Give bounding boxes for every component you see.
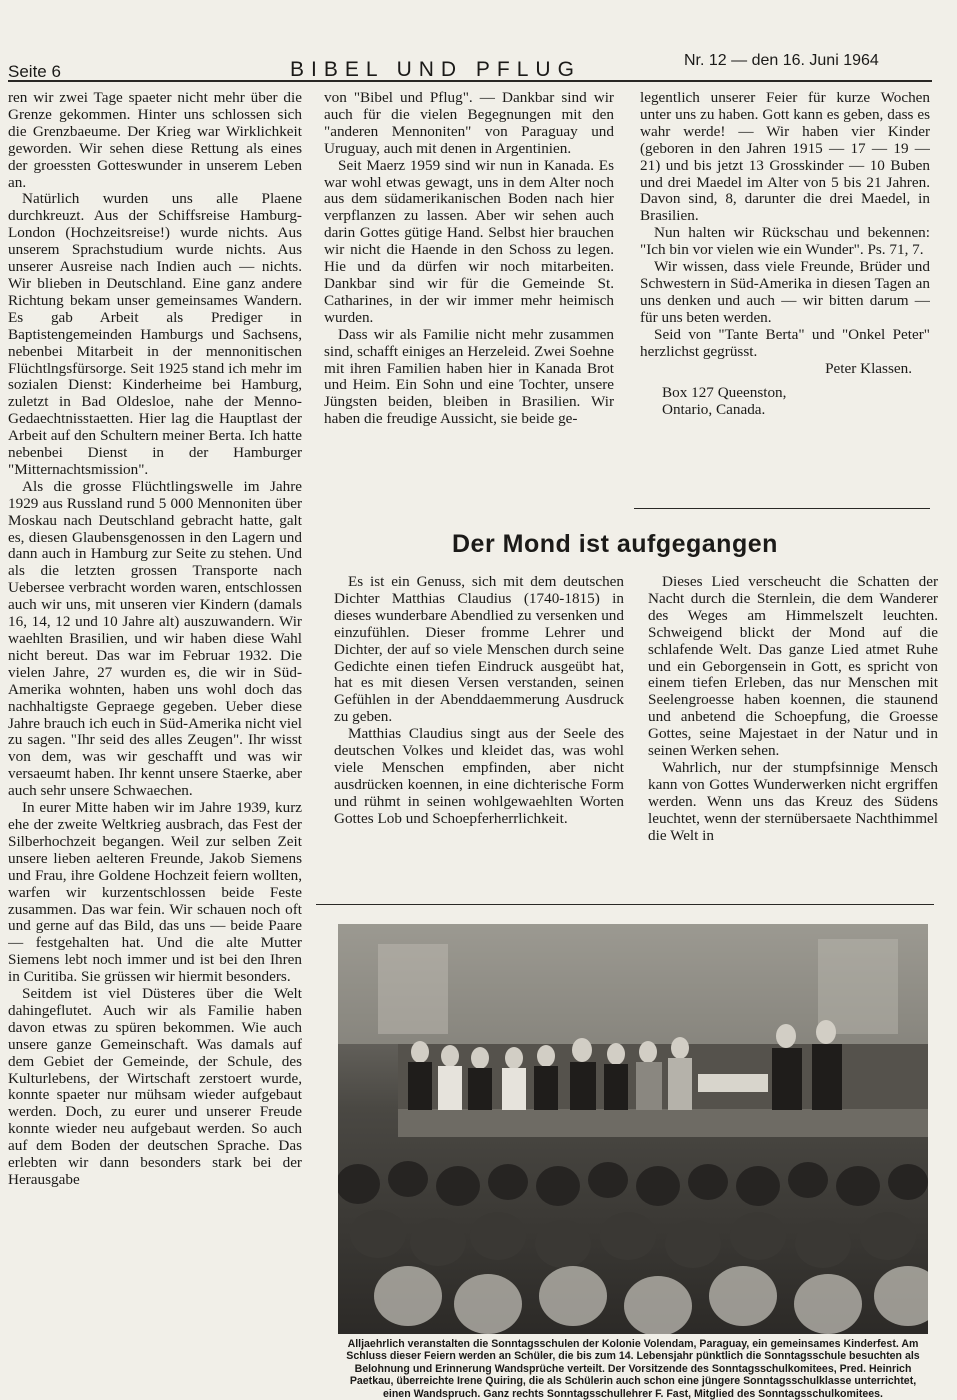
col3-paragraph: legentlich unserer Feier für kurze Wochen unter uns zu haben. Gott kann es geben, dass es wahr werde! — Wir haben vier Kinder (geboren in den Jahren 1915 — 17 — 19 — 21) und bis jetzt 13 Grosskinder — 10 Buben und drei Maedel im Alter von 5 bis 21 Jahren. Davon sind, 8, darunter die drei Maedel, in Brasilien.: [640, 90, 930, 225]
event-photo: [338, 924, 928, 1334]
signature: Peter Klassen.: [825, 359, 912, 377]
address-line: Ontario, Canada.: [662, 401, 766, 419]
col1-paragraph: In eurer Mitte haben wir im Jahre 1939, kurz ehe der zweite Weltkrieg ausbrach, das Fest der Silberhochzeit begangen. Weil zur selben Zeit unsere lieben aelteren Freunde, Jakob Siemens und Frau, ihre Goldene Hochzeit feiern wollten, warfen wir kurzentschlossen beide Feste zusammen. Das war fein. Wir schauen noch oft und gerne auf das Bild, das uns — beide Paare — festgehalten hat. Und die alte Mutter Siemens lebt noch immer und ist bei den Ihren in Curitiba. Sie grüssen wir hiermit besonders.: [8, 799, 302, 986]
article-paragraph: Es ist ein Genuss, sich mit dem deutschen Dichter Matthias Claudius (1740-1815) in dieses wunderbare Abendlied zu versenken und einzufühlen. Dieser fromme Lehrer und Dichter, der auf so viele Menschen durch seine Gedichte einen tiefen Eindruck ausgeübt hat, hat es mit diesen Versen verstanden, seinen Gefühlen in der Abenddaemmerung Ausdruck zu geben.: [334, 574, 624, 726]
issue-date: Nr. 12 — den 16. Juni 1964: [684, 52, 879, 69]
article-paragraph: Matthias Claudius singt aus der Seele des deutschen Volkes und kleidet das, was wohl viele Menschen empfinden, aber nicht ausdrücken koennen, in eine dichterische Form und rühmt in seinen wohlgewaehlten Worten Gottes Lob und Schoepferherrlichkeit.: [334, 725, 624, 827]
column-3: [640, 90, 930, 502]
masthead: BIBEL UND PFLUG: [290, 58, 581, 81]
col1-paragraph: ren wir zwei Tage spaeter nicht mehr über die Grenze gekommen. Hinter uns schlossen sich die Grenzbaeume. Der Krieg war Wirklichkeit geworden. Wir sehen diese Rettung als eines der groessten Gotteswunder in unserem Leben an.: [8, 90, 302, 191]
photo-divider: [316, 904, 934, 905]
col3-paragraph: Seid von "Tante Berta" und "Onkel Peter" herzlichst gegrüsst.: [640, 325, 930, 360]
address-line: Box 127 Queenston,: [662, 384, 787, 402]
col2-paragraph: Dass wir als Familie nicht mehr zusammen sind, schafft einiges an Herzeleid. Zwei Soehne mit ihren Familien haben hier in Kanada Brot und Heim. Ein Sohn und eine Tochter, unsere Jüngsten beiden, bleiben in Brasilien. Wir haben die freudige Aussicht, sie beide ge-: [324, 325, 614, 428]
article-column-1: [334, 574, 624, 896]
page-header: [0, 0, 957, 90]
article-title: Der Mond ist aufgegangen: [452, 530, 778, 558]
col2-paragraph: von "Bibel und Pflug". — Dankbar sind wir auch für die vielen Begegnungen mit den "anderen Mennoniten" von Paraguay und Uruguay, auch mit denen in Argentinien.: [324, 90, 614, 157]
col2-paragraph: Seit Maerz 1959 sind wir nun in Kanada. Es war wohl etwas gewagt, uns in dem Alter noch aus dem südamerikanischen Boden nach hier verpflanzen zu lassen. Aber wir sehen auch darin Gottes gütige Hand. Selbst hier brauchen wir nicht die Haende in den Schoss zu legen. Hie und da dürfen wir noch mitarbeiten. Dankbar sind wir für die Gemeinde St. Catharines, in der wir immer mehr heimisch wurden.: [324, 156, 614, 326]
col1-paragraph: Als die grosse Flüchtlingswelle im Jahre 1929 aus Russland rund 5 000 Mennoniten über Moskau nach Deutschland gebracht hatte, galt es, diesen Glaubensgenossen in den Lagern und dann auch in Hamburg zur Seite zu stehen. Und als die letzten grossen Transporte nach Uebersee verbracht worden waren, entschlossen auch wir uns, mit unseren vier Kindern (damals 16, 14, 12 und 10 Jahre alt) auszuwandern. Wir waehlten Brasilien, und wir haben diese Wahl nicht bereut. Das war im Februar 1932. Die vielen Jahre, 27 wurden es, die wir in Süd-Amerika wohnten, haben uns wohl doch das nachhaltigste Gepraege gegeben. Ueber diese Jahre brauch ich euch in Süd-Amerika nicht viel zu sagen. "Ihr seid des alles Zeugen". Ihr wisst von dem, was wir geschafft und was wir versaeumt haben. Ihr kennt unsere Staerke, aber auch sehr unsere Schwaechen.: [8, 477, 302, 800]
section-divider: [634, 508, 930, 509]
header-rule: [8, 80, 932, 82]
col1-paragraph: Natürlich wurden uns alle Plaene durchkreuzt. Aus der Schiffsreise Hamburg-London (Hochzeitsreise!) wurde nichts. Aus unserem Sprachstudium wurde nichts. Aus unserer Ausreise nach Indien auch — nichts. Wir blieben in Deutschland. Eine ganz andere Richtung bekam unser gemeinsames Wandern. Es gab Arbeit als Prediger in Baptistengemeinden Hamburgs und Sachsens, nebenbei Mitarbeit in der mennonitischen Flüchtlngsfürsorge. Seit 1925 stand ich mehr im sozialen Dienst: Kinderheime bei Hamburg, zuletzt in Bad Oldesloe, nahe der Menno-Gedaechtnisstaetten. Hier lag die Hauptlast der Arbeit auf den Schultern meiner Berta. Ich hatte nebenbei Dienst in der Hamburger "Mitternachtsmission".: [8, 190, 302, 478]
page-number: Seite 6: [8, 62, 61, 81]
col1-paragraph: Seitdem ist viel Düsteres über die Welt dahingeflutet. Auch wir als Familie haben davon etwas zu spüren bekommen. Wie auch unsere ganze Gemeinschaft. Was damals auf dem Gebiet der Gemeinde, der Schule, des Kulturlebens, der Wirtschaft zerstoert wurde, konnte spaeter nur mühsam wieder aufgebaut werden. Doch, zu eurer und unserer Freude konnte wieder neu aufgebaut werden. So auch auf dem Boden der deutschen Sprache. Das erlebten wir dann besonders stark bei der Herausgabe: [8, 985, 302, 1188]
article-paragraph: Wahrlich, nur der stumpfsinnige Mensch kann von Gottes Wunderwerken nicht ergriffen werden. Wenn uns das Kreuz des Südens leuchtet, wenn der sternübersaete Nachthimmel die Welt in: [648, 758, 938, 844]
article-column-2: [648, 574, 938, 896]
col3-paragraph: Nun halten wir Rückschau und bekennen: "Ich bin vor vielen wie ein Wunder". Ps. 71, 7.: [640, 224, 930, 259]
column-1: [8, 90, 302, 1395]
col3-paragraph: Wir wissen, dass viele Freunde, Brüder und Schwestern in Süd-Amerika in diesen Tagen an uns denken und auch — wir bitten darum — für uns beten werden.: [640, 258, 930, 326]
article-paragraph: Dieses Lied verscheucht die Schatten der Nacht durch die Sternlein, die dem Wanderer des Weges am Himmelszelt leuchten. Schweigend blickt der Mond auf die schlafende Welt. Das ganze Lied atmet Ruhe und ein Geborgensein in Gott, es spricht von einem tiefen Erleben, das nur Menschen mit Seelengroesse haben koennen, die staunend und anbetend die Schoepfung, die Groesse Gottes, seine Majestaet in der Natur und in seinen Werken sehen.: [648, 574, 938, 760]
photo-caption: Alljaehrlich veranstalten die Sonntagsschulen der Kolonie Volendam, Paraguay, ein gemeinsames Kinderfest. Am Schluss dieser Feiern werden an Schüler, die bis zum 14. Lebensjahr pünktlich die Sonntagsschule besuchten als Belohnung und Erinnerung Wandsprüche verteilt. Der Vorsitzende des Sonntagsschulkomitees, Pred. Heinrich Paetkau, überreichte Irene Quiring, die als Schülerin auch schon eine jüngere Sonntagsschulklasse unterrichtet, einen Wandspruch. Ganz rechts Sonntagsschullehrer F. Fast, Mitglied des Sonntagsschulkomitees.: [346, 1338, 920, 1400]
column-2: [324, 90, 614, 502]
